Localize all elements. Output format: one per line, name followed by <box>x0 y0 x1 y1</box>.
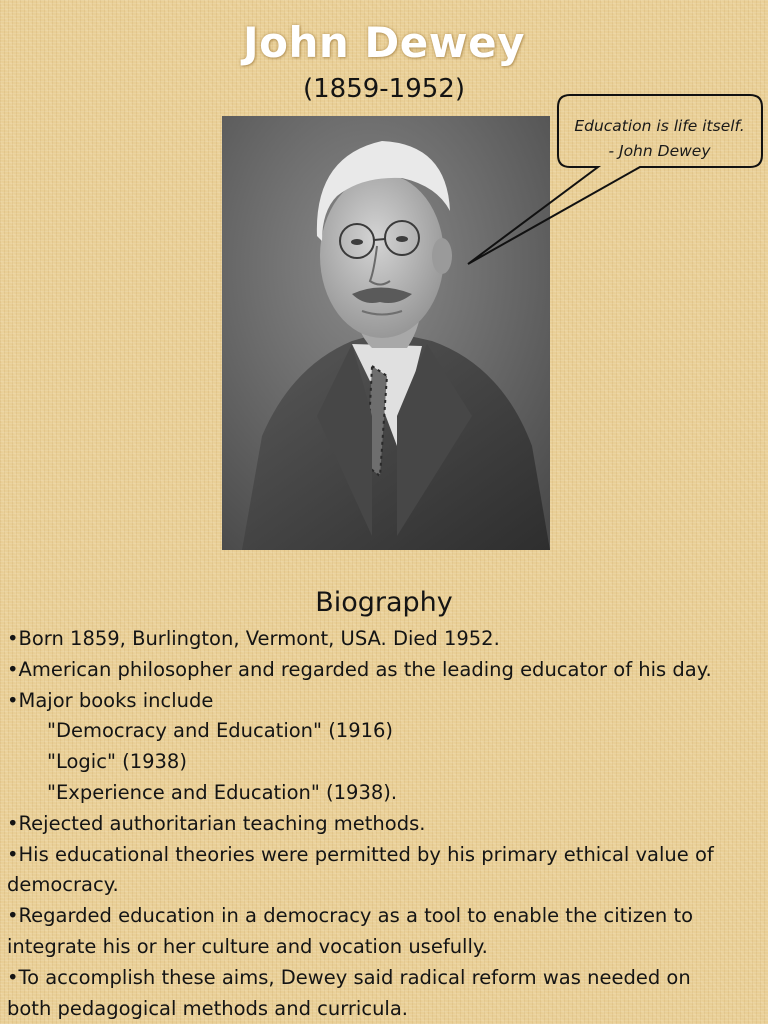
book-title: "Democracy and Education" (1916) <box>47 719 394 743</box>
book-title: "Experience and Education" (1938). <box>47 780 398 804</box>
bio-bullet-continuation: integrate his or her culture and vocation usefully. <box>7 934 488 958</box>
bio-bullet-continuation: both pedagogical methods and curricula. <box>7 996 408 1020</box>
portrait-icon <box>222 116 550 550</box>
book-title: "Logic" (1938) <box>47 750 187 774</box>
quote-text <box>557 114 762 164</box>
portrait-photo <box>222 116 550 550</box>
bio-bullet: •Regarded education in a democracy as a tool to enable the citizen to <box>7 904 694 928</box>
bio-bullet: •Rejected authoritarian teaching methods. <box>7 811 426 835</box>
quote-line: Education is life itself. <box>574 117 745 135</box>
bio-bullet: •His educational theories were permitted by his primary ethical value of <box>7 842 714 866</box>
life-years: (1859-1952) <box>302 74 465 104</box>
bio-bullet-continuation: democracy. <box>7 873 119 897</box>
bio-bullet: •Major books include <box>7 688 214 712</box>
page-title: John Dewey <box>243 18 525 67</box>
bio-bullet: •American philosopher and regarded as the leading educator of his day. <box>7 657 712 681</box>
bio-bullet: •Born 1859, Burlington, Vermont, USA. Died 1952. <box>7 627 500 650</box>
bio-bullet: •To accomplish these aims, Dewey said radical reform was needed on <box>7 965 691 989</box>
quote-attribution: - John Dewey <box>608 142 711 160</box>
biography-list <box>7 624 765 1024</box>
biography-heading: Biography <box>315 587 453 618</box>
